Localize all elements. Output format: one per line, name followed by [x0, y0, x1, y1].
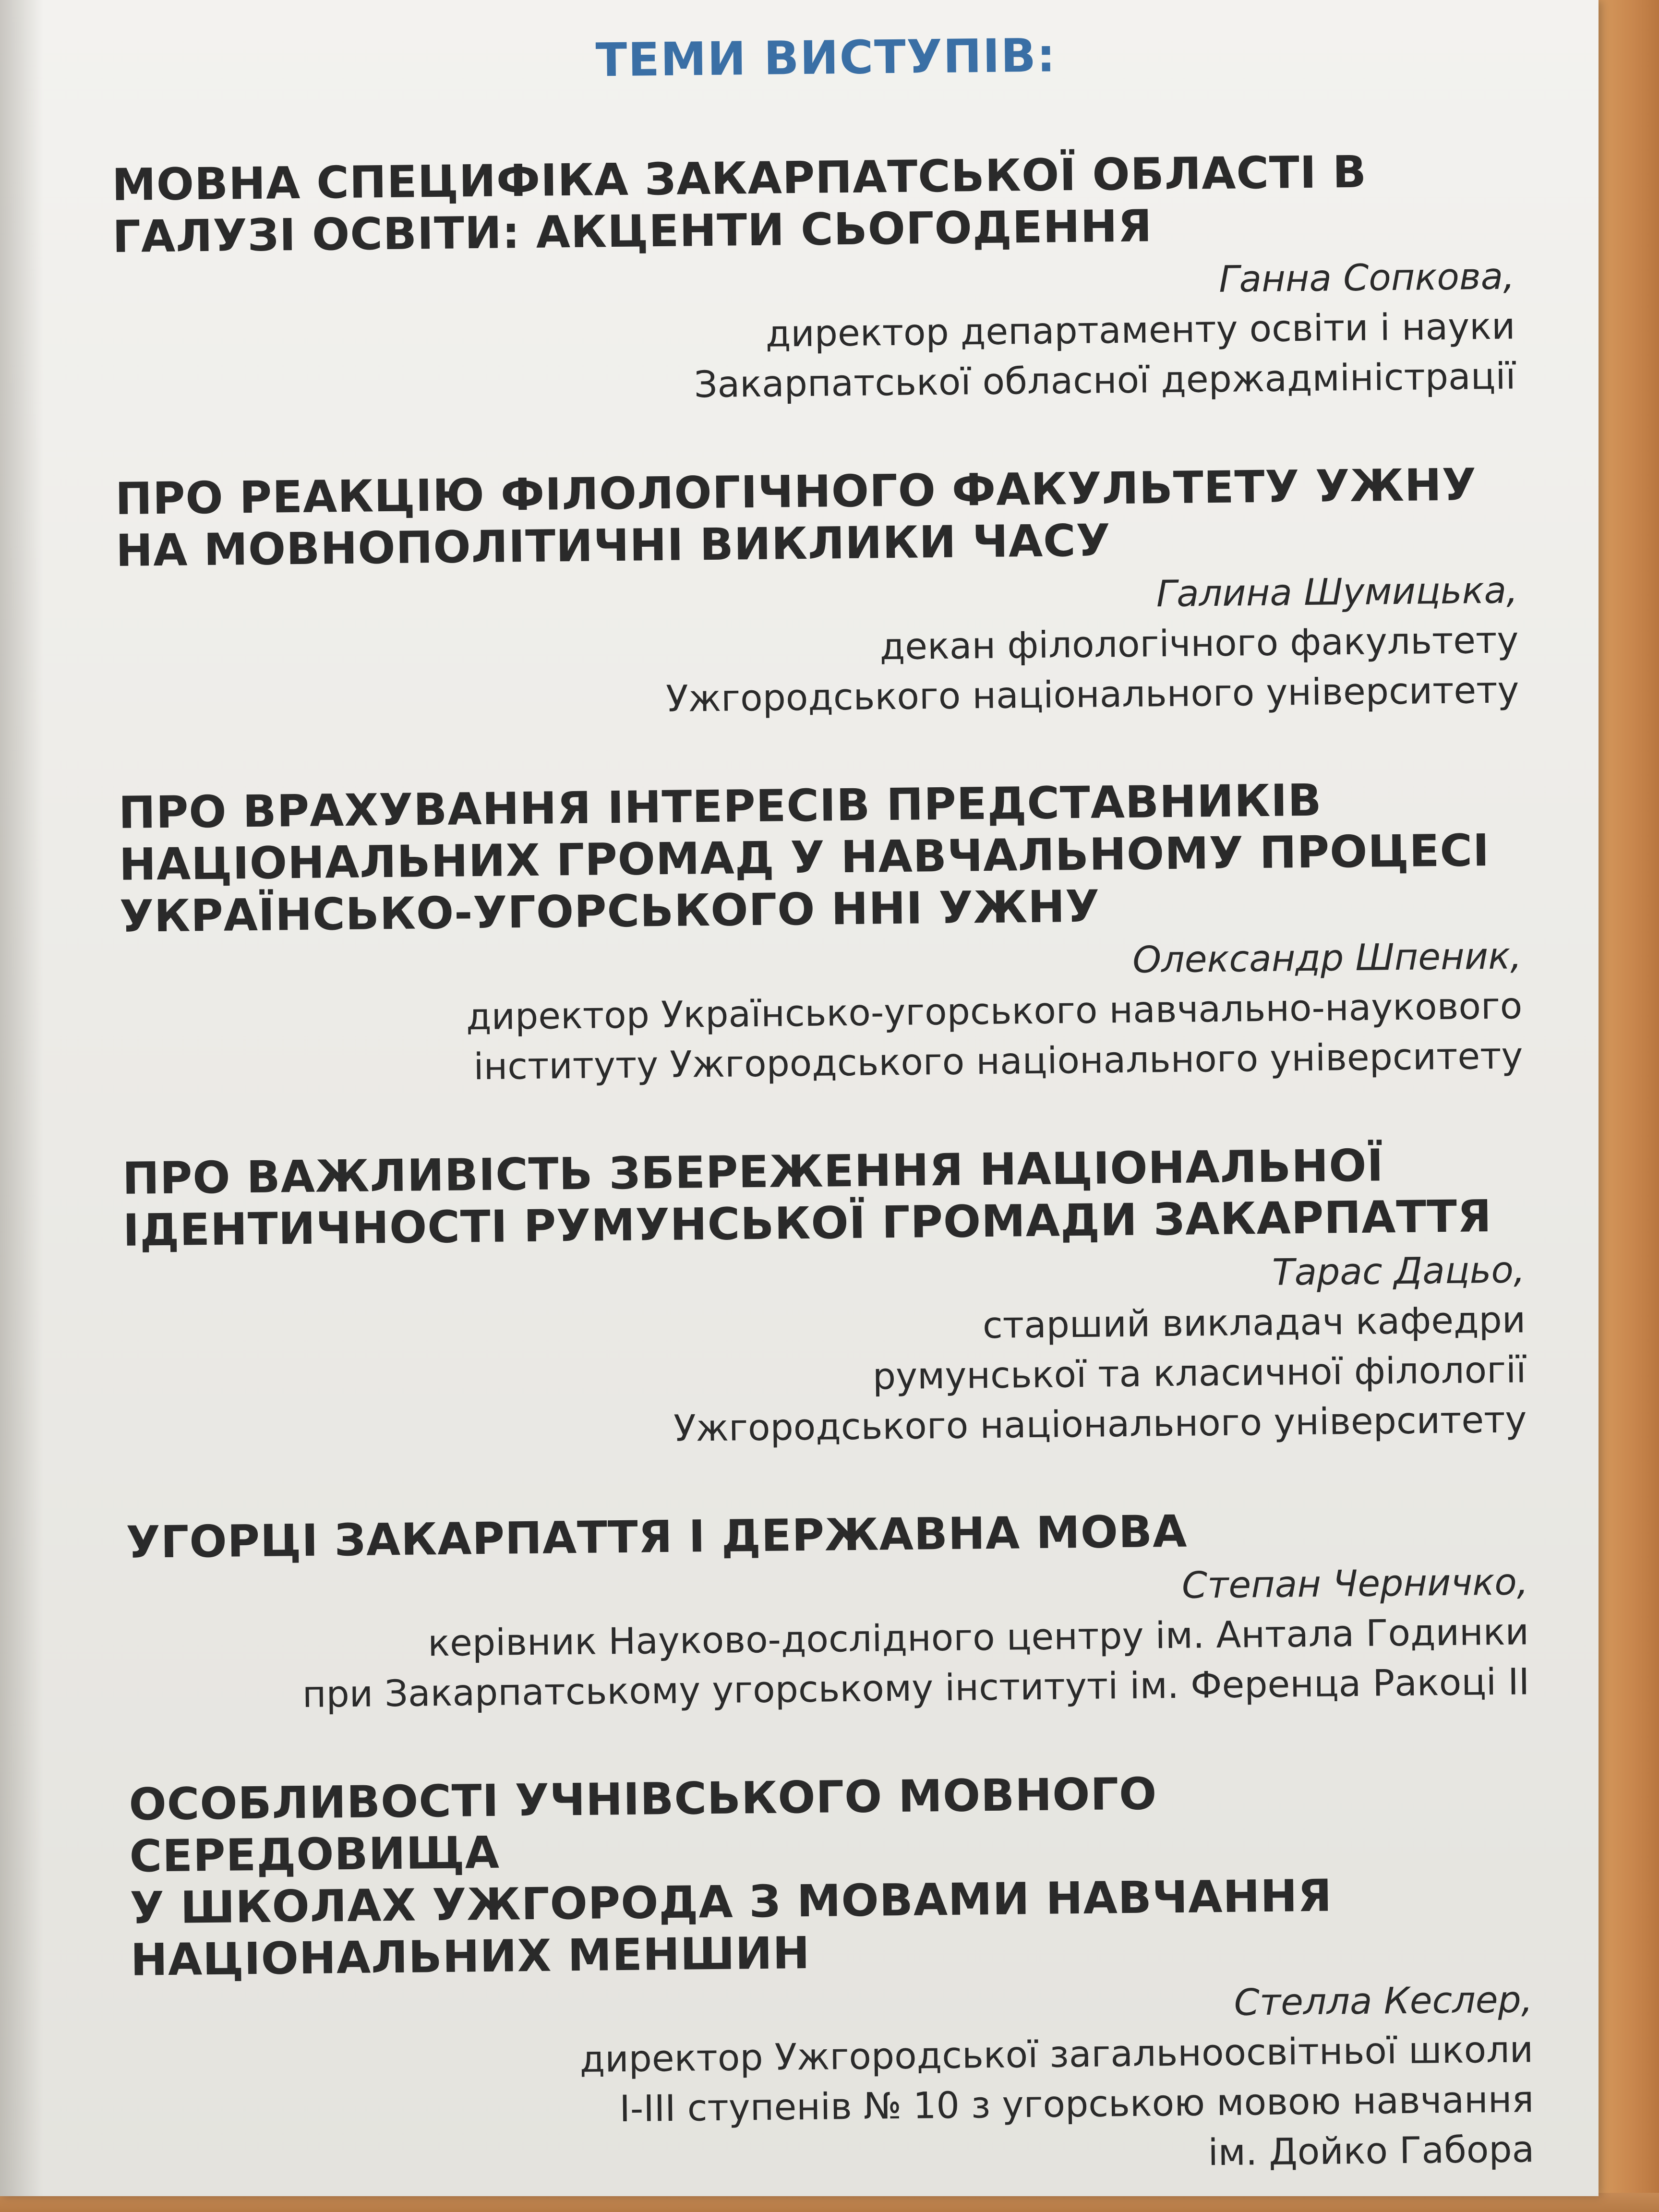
talk-title-line: УГОРЦІ ЗАКАРПАТТЯ І ДЕРЖАВНА МОВА	[126, 1505, 1188, 1568]
speaker-role-line: румунської та класичної філології	[872, 1348, 1527, 1398]
page-title: ТЕМИ ВИСТУПІВ:	[595, 28, 1057, 87]
talk-item	[129, 1764, 1535, 2189]
speaker-name: Степан Черничко,	[1181, 1560, 1529, 1607]
talk-title	[115, 458, 1517, 577]
speaker-role-line: керівник Науково-дослідного центру ім. Антала Годинки	[427, 1610, 1529, 1665]
speaker-name: Стелла Кеслер,	[1234, 1978, 1533, 2024]
talk-item	[122, 1138, 1527, 1459]
talk-title-line: ПРО РЕАКЦІЮ ФІЛОЛОГІЧНОГО ФАКУЛЬТЕТУ УЖНУ	[115, 459, 1477, 525]
speaker-role-line: Ужгородського національного університету	[665, 668, 1519, 720]
page-fold-shadow	[0, 0, 43, 2196]
speaker-name: Галина Шумицька,	[1156, 568, 1518, 615]
talk-title	[122, 1138, 1525, 1257]
desk-surface-right	[1597, 0, 1659, 2212]
talk-title-line: НА МОВНОПОЛІТИЧНІ ВИКЛИКИ ЧАСУ	[115, 515, 1111, 577]
speaker-role-line: при Закарпатському угорському інституті ім. Ференца Ракоці ІІ	[302, 1660, 1530, 1716]
talk-item	[112, 144, 1516, 416]
talk-title-line: МОВНА СПЕЦИФІКА ЗАКАРПАТСЬКОЇ ОБЛАСТІ В	[111, 146, 1367, 211]
talk-title-line: НАЦІОНАЛЬНИХ МЕНШИН	[130, 1927, 811, 1986]
speaker-role-line: директор Ужгородської загальноосвітньої школи	[579, 2028, 1534, 2080]
talk-title	[118, 772, 1521, 943]
page-content	[110, 24, 1535, 2196]
speaker-role-line: І-ІІІ ступенів № 10 з угорською мовою навчання	[619, 2078, 1534, 2130]
talk-item	[126, 1502, 1529, 1721]
talk-title-line: ОСОБЛИВОСТІ УЧНІВСЬКОГО МОВНОГО СЕРЕДОВИЩА	[128, 1768, 1157, 1882]
talk-title	[112, 144, 1515, 263]
speaker-role-line: директор Українсько-угорського навчально-наукового	[466, 984, 1523, 1038]
speaker-role-line: декан філологічного факультету	[879, 618, 1519, 668]
talk-item	[115, 458, 1519, 730]
speaker-role	[124, 1295, 1527, 1459]
speaker-role-line: старший викладач кафедри	[982, 1298, 1526, 1347]
talk-title-line: ГАЛУЗІ ОСВІТИ: АКЦЕНТИ СЬОГОДЕННЯ	[112, 200, 1153, 263]
talk-title-line: У ШКОЛАХ УЖГОРОДА З МОВАМИ НАВЧАННЯ	[130, 1870, 1333, 1934]
talk-item	[118, 772, 1523, 1095]
speaker-role-line: Ужгородського національного університету	[673, 1398, 1527, 1450]
talk-title	[129, 1764, 1532, 1986]
talk-title-line: ІДЕНТИЧНОСТІ РУМУНСЬКОЇ ГРОМАДИ ЗАКАРПАТТЯ	[122, 1190, 1492, 1256]
speaker-role	[132, 2024, 1535, 2189]
speaker-role-line: ім. Дойко Габора	[1208, 2128, 1535, 2174]
speaker-role	[113, 301, 1516, 416]
talk-title-line: НАЦІОНАЛЬНИХ ГРОМАД У НАВЧАЛЬНОМУ ПРОЦЕСІ	[119, 825, 1490, 890]
talk-title-line: УКРАЇНСЬКО-УГОРСЬКОГО ННІ УЖНУ	[119, 880, 1100, 942]
speaker-name: Ганна Сопкова,	[1218, 254, 1515, 301]
speaker-role-line: інституту Ужгородського національного університету	[473, 1034, 1523, 1088]
talk-title-line: ПРО ВАЖЛИВІСТЬ ЗБЕРЕЖЕННЯ НАЦІОНАЛЬНОЇ	[122, 1140, 1384, 1204]
talk-title-line: ПРО ВРАХУВАННЯ ІНТЕРЕСІВ ПРЕДСТАВНИКІВ	[118, 774, 1322, 839]
speaker-role	[120, 981, 1523, 1095]
speaker-role-line: директор департаменту освіти і науки	[765, 304, 1515, 355]
speaker-name: Тарас Дацьо,	[1272, 1248, 1526, 1294]
speaker-role	[127, 1607, 1530, 1721]
speaker-role-line: Закарпатської обласної держадміністрації	[694, 354, 1516, 406]
speaker-name: Олександр Шпеник,	[1132, 934, 1522, 981]
speaker-role	[117, 615, 1519, 730]
